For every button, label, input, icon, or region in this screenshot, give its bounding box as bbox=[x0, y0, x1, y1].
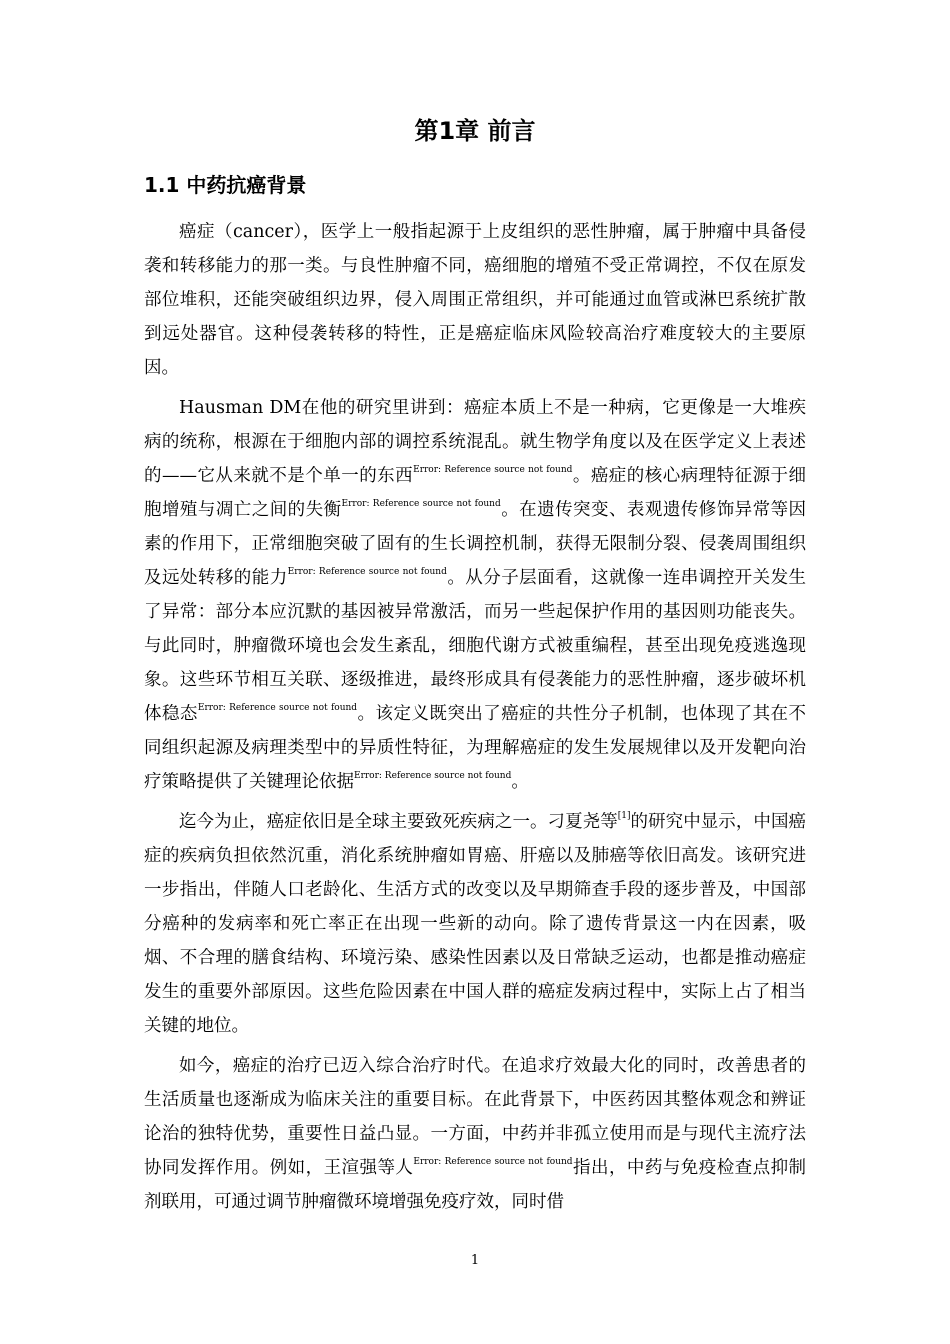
paragraph-4-text-2: 指出，中药与免疫检查点抑制剂联用，可通过调节肿瘤微环境增强免疫疗效，同时借 bbox=[144, 1158, 807, 1212]
paragraph-3-text-2: 的研究中显示，中国癌症的疾病负担依然沉重，消化系统肿瘤如胃癌、肝癌以及肺癌等依旧高发。该研究进一步指出，伴随人口老龄化、生活方式的改变以及早期筛查手段的逐步普及，中国部分癌种的发病率和死亡率正在出现一些新的动向。除了遗传背景这一内在因素，吸烟、不合理的膳食结构、环境污染、感染性因素以及日常缺乏运动，也都是推动癌症发生的重要外部原因。这些危险因素在中国人群的癌症发病过程中，实际上占了相当关键的地位。 bbox=[144, 812, 806, 1036]
citation-ref-1[interactable]: [1] bbox=[617, 811, 631, 821]
paragraph-2-text-1: Hausman DM在他的研究里讲到：癌症本质上不是一种病，它更像是一大堆疾病的统称，根源在于细胞内部的调控系统混乱。就生物学角度以及在医学定义上表述的——它从来就不是个单一的东西 bbox=[144, 398, 806, 486]
paragraph-3-text-1: 迄今为止，癌症依旧是全球主要致死疾病之一。刁夏尧等 bbox=[179, 812, 618, 832]
citation-error[interactable]: Error: Reference source not found bbox=[413, 465, 573, 475]
citation-error[interactable]: Error: Reference source not found bbox=[287, 567, 447, 577]
citation-error[interactable]: Error: Reference source not found bbox=[413, 1157, 573, 1167]
paragraph-2-text-5: 。该定义既突出了癌症的共性分子机制，也体现了其在不同组织起源及病理类型中的异质性特征，为理解癌症的发生发展规律以及开发靶向治疗策略提供了关键理论依据 bbox=[144, 704, 807, 792]
section-title: 1.1 中药抗癌背景 bbox=[144, 173, 307, 197]
paragraph-4-text-1: 如今，癌症的治疗已迈入综合治疗时代。在追求疗效最大化的同时，改善患者的生活质量也逐渐成为临床关注的重要目标。在此背景下，中医药因其整体观念和辨证论治的独特优势，重要性日益凸显。一方面，中药并非孤立使用而是与现代主流疗法协同发挥作用。例如，王渲强等人 bbox=[144, 1056, 806, 1178]
paragraph-3 bbox=[144, 805, 806, 1043]
citation-error[interactable]: Error: Reference source not found bbox=[197, 703, 358, 713]
body-text bbox=[144, 215, 806, 1225]
citation-error[interactable]: Error: Reference source not found bbox=[341, 499, 501, 509]
citation-error[interactable]: Error: Reference source not found bbox=[354, 771, 512, 781]
paragraph-2-text-2: 。癌症的核心病理特征源于细胞增殖与凋亡之间的失衡 bbox=[144, 466, 807, 520]
chapter-title: 第1章 前言 bbox=[414, 117, 536, 145]
page-number: 1 bbox=[470, 1253, 480, 1268]
paragraph-2-text-6: 。 bbox=[511, 772, 529, 792]
paragraph-2-text-4: 。从分子层面看，这就像一连串调控开关发生了异常：部分本应沉默的基因被异常激活，而另一些起保护作用的基因则功能丧失。与此同时，肿瘤微环境也会发生紊乱，细胞代谢方式被重编程，甚至出现免疫逃逸现象。这些环节相互关联、逐级推进，最终形成具有侵袭能力的恶性肿瘤，逐步破坏机体稳态 bbox=[144, 568, 807, 724]
paragraph-2 bbox=[144, 391, 806, 799]
paragraph-2-text-3: 。在遗传突变、表观遗传修饰异常等因素的作用下，正常细胞突破了固有的生长调控机制，获得无限制分裂、侵袭周围组织及远处转移的能力 bbox=[144, 500, 807, 588]
paragraph-4 bbox=[144, 1049, 806, 1219]
paragraph-1: 癌症（cancer），医学上一般指起源于上皮组织的恶性肿瘤，属于肿瘤中具备侵袭和转移能力的那一类。与良性肿瘤不同，癌细胞的增殖不受正常调控，不仅在原发部位堆积，还能突破组织边界，侵入周围正常组织，并可能通过血管或淋巴系统扩散到远处器官。这种侵袭转移的特性，正是癌症临床风险较高治疗难度较大的主要原因。 bbox=[144, 222, 806, 378]
